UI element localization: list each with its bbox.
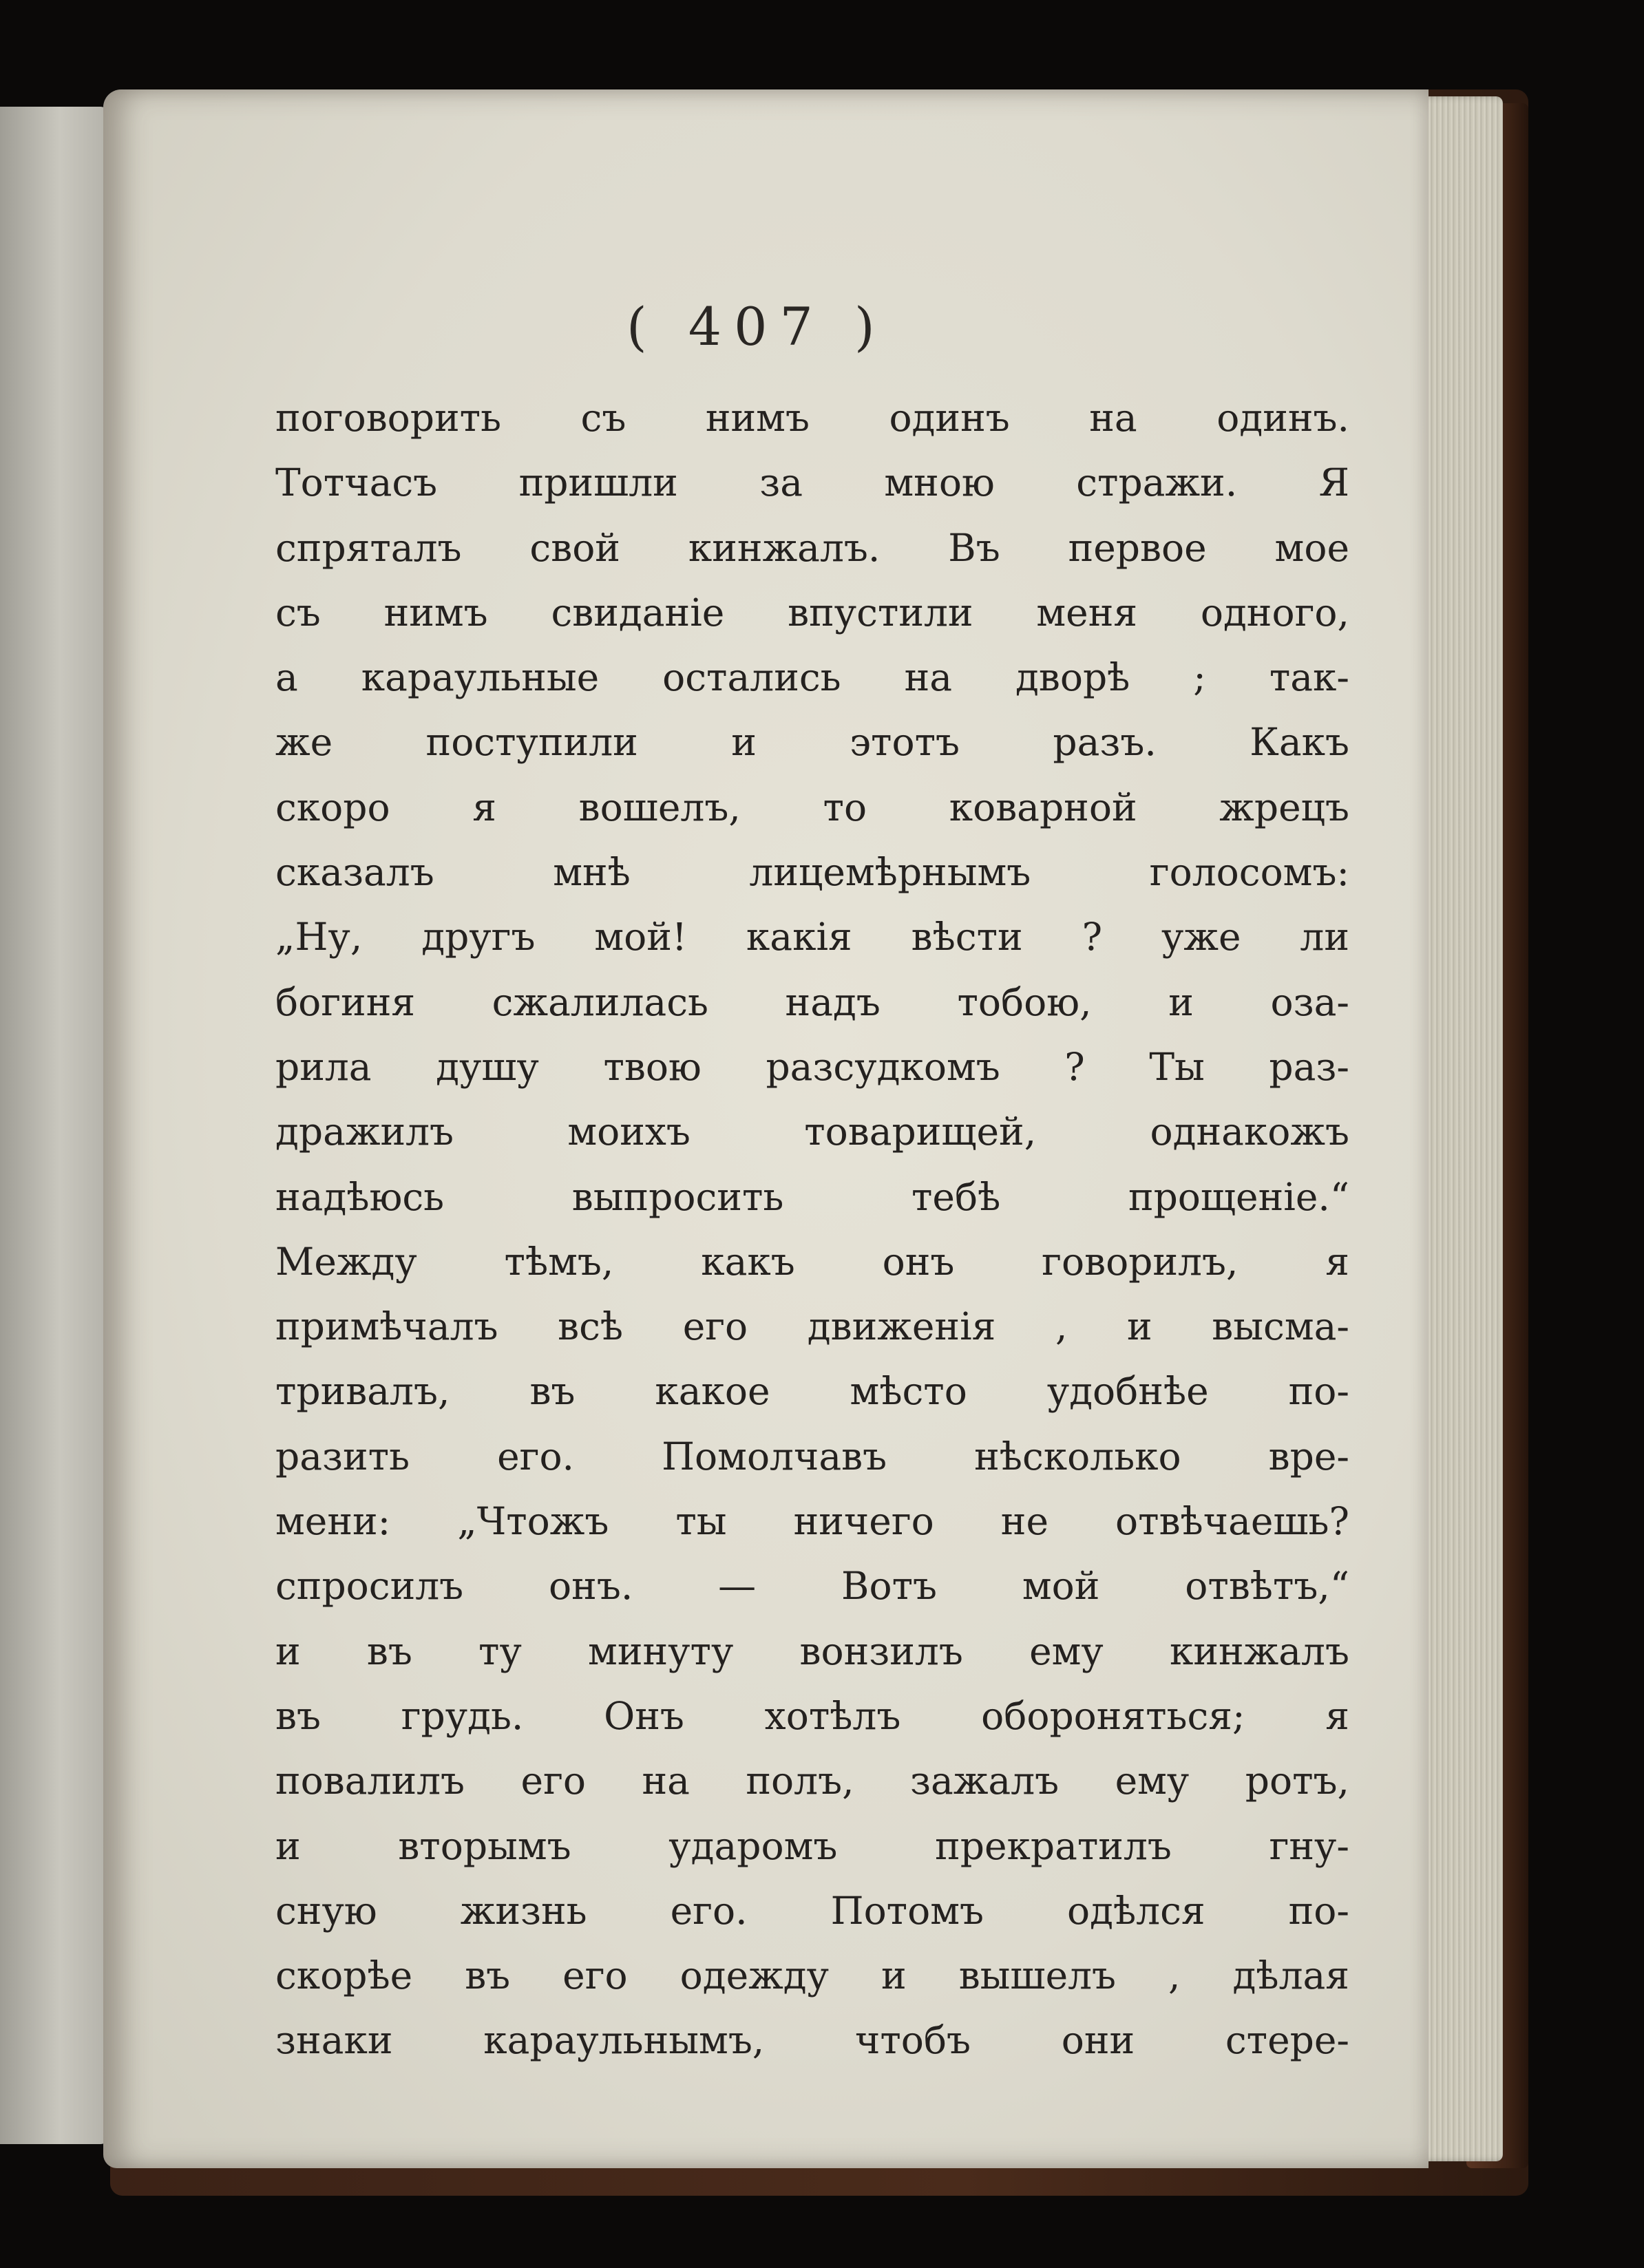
text-line: скорѣе въ его одежду и вышелъ , дѣлая (275, 1953, 1349, 1998)
text-line: богиня сжалилась надъ тобою, и оза- (275, 979, 1349, 1024)
text-line: Тотчасъ пришли за мною стражи. Я (275, 460, 1349, 505)
text-line: и вторымъ ударомъ прекратилъ гну- (275, 1823, 1349, 1868)
book-page (103, 89, 1429, 2168)
page-number: ( 407 ) (626, 296, 887, 357)
text-line: мени: „Чтожъ ты ничего не отвѣчаешь? (275, 1499, 1349, 1544)
facing-page-edge (0, 107, 109, 2144)
text-line: повалилъ его на полъ, зажалъ ему ротъ, (275, 1759, 1349, 1803)
text-line: а караульные остались на дворѣ ; так- (275, 655, 1349, 700)
text-line: разить его. Помолчавъ нѣсколько вре- (275, 1434, 1349, 1479)
text-line: дражилъ моихъ товарищей, однакожъ (275, 1110, 1349, 1154)
text-line: сную жизнь его. Потомъ одѣлся по- (275, 1888, 1349, 1933)
text-line: поговорить съ нимъ одинъ на одинъ. (275, 396, 1349, 440)
text-line: знаки караульнымъ, чтобъ они стере- (275, 2018, 1349, 2063)
text-line: съ нимъ свиданіе впустили меня одного, (275, 590, 1349, 635)
text-line: сказалъ мнѣ лицемѣрнымъ голосомъ: (275, 850, 1349, 895)
text-line: спросилъ онъ. — Вотъ мой отвѣтъ,“ (275, 1564, 1349, 1609)
text-line: въ грудь. Онъ хотѣлъ обороняться; я (275, 1693, 1349, 1738)
text-line: же поступили и этотъ разъ. Какъ (275, 720, 1349, 765)
text-line: „Ну, другъ мой! какія вѣсти ? уже ли (275, 915, 1349, 960)
text-line: скоро я вошелъ, то коварной жрецъ (275, 785, 1349, 829)
text-line: тривалъ, въ какое мѣсто удобнѣе по- (275, 1369, 1349, 1414)
text-line: и въ ту минуту вонзилъ ему кинжалъ (275, 1629, 1349, 1673)
text-line: примѣчалъ всѣ его движенія , и высма- (275, 1304, 1349, 1349)
text-line: надѣюсь выпросить тебѣ прощеніе.“ (275, 1174, 1349, 1219)
text-line: спряталъ свой кинжалъ. Въ первое мое (275, 525, 1349, 570)
text-line: Между тѣмъ, какъ онъ говорилъ, я (275, 1239, 1349, 1284)
page-text (275, 385, 1349, 2073)
text-line: рила душу твою разсудкомъ ? Ты раз- (275, 1044, 1349, 1089)
